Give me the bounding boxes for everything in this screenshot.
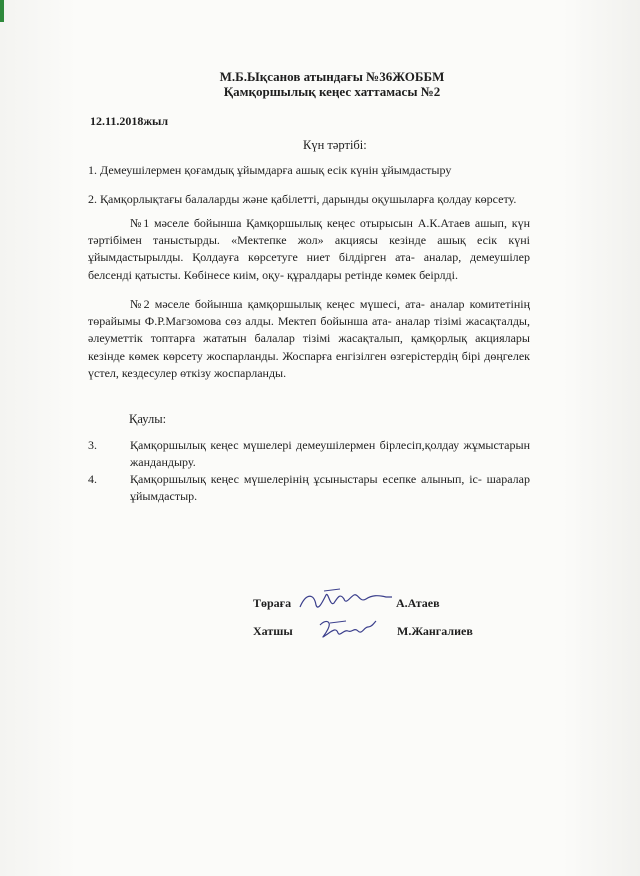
- protocol-title: Қамқоршылық кеңес хаттамасы №2: [223, 84, 441, 99]
- resolution-item-4: [88, 471, 530, 505]
- document-date: 12.11.2018жыл: [90, 114, 169, 128]
- agenda-heading: Күн тәртібі:: [303, 138, 367, 152]
- secretary-name: М.Жангалиев: [397, 624, 473, 638]
- agenda-item-1: 1. Демеушілермен қоғамдық ұйымдарға ашық есік күнін ұйымдастыру: [88, 163, 452, 177]
- school-title: М.Б.Ықсанов атындағы №36ЖОББМ: [219, 69, 445, 84]
- resolution-number: 3.: [88, 438, 97, 452]
- resolution-heading: Қаулы:: [129, 412, 167, 426]
- chair-signature: [296, 585, 396, 613]
- resolution-number: 4.: [88, 472, 97, 486]
- secretary-signature: [316, 615, 378, 643]
- chair-label: Төраға: [253, 596, 292, 610]
- resolution-item-3: [88, 437, 530, 471]
- resolution-text: Қамқоршылық кеңес мүшелері демеушілермен бірлесіп,қолдау жұмыстарын жандандыру.: [130, 438, 530, 469]
- chair-name: А.Атаев: [396, 596, 440, 610]
- agenda-item-2: 2. Қамқорлықтағы балаларды және қабілетті, дарынды оқушыларға қолдау көрсету.: [88, 192, 517, 206]
- edge-mark: [0, 0, 4, 22]
- secretary-label: Хатшы: [253, 624, 293, 638]
- paragraph-2: №2 мәселе бойынша қамқоршылық кеңес мүшесі, ата- аналар комитетінің төрайымы Ф.Р.Магзомова сөз алды. Мектеп бойынша ата- аналар тізімі жасақталды, әлеуметтік топтарға жататын балалар тізімі жасақталып, қамқорлық акциялары кезінде көмек көрсету жоспарланды. Жоспарға енгізілген өзгерістердің бірі дөңгелек үстел, кездесулер өткізу жоспарланды.: [88, 297, 530, 380]
- paragraph-1: №1 мәселе бойынша Қамқоршылық кеңес отырысын А.К.Атаев ашып, күн тәртібімен таныстырды. «Мектепке жол» акциясы кезінде ашық есік күні ұйымдастырылды. Қолдауға көрсетуге ниет білдірген ата- аналар, демеушілер белсенді қатысты. Көбінесе киім, оқу- құралдары ретінде көмек беірлді.: [88, 216, 530, 282]
- resolution-text: Қамқоршылық кеңес мүшелерінің ұсыныстары есепке алынып, іс- шаралар ұйымдастыр.: [130, 472, 530, 503]
